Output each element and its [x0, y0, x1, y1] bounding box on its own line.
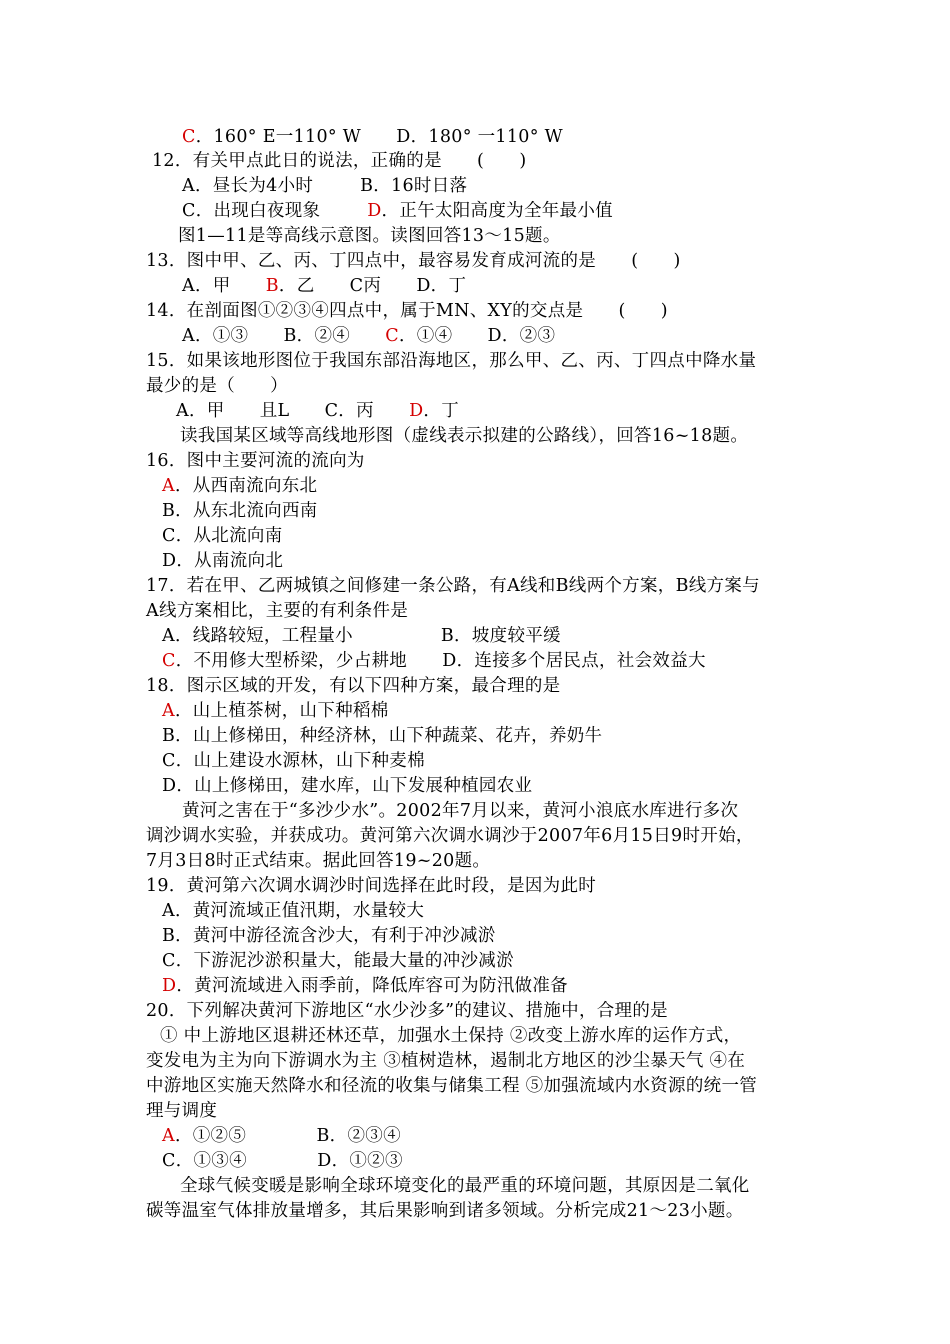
option-18-d: D．山上修梯田，建水库，山下发展种植园农业: [162, 776, 533, 796]
option-line-20-cd: C．①③④ D．①②③: [162, 1151, 403, 1171]
passage-yellow-river-cont: 调沙调水实验，并获成功。黄河第六次调水调沙于2007年6月15日9时开始，: [146, 826, 754, 846]
question-13: 13．图中甲、乙、丙、丁四点中，最容易发育成河流的是 ( ): [146, 251, 681, 271]
option-16-d: D．从南流向北: [162, 551, 284, 571]
question-14: 14．在剖面图①②③④四点中，属于MN、XY的交点是 ( ): [146, 301, 668, 321]
passage-climate-cont: 碳等温室气体排放量增多，其后果影响到诸多领域。分析完成21～23小题。: [146, 1201, 744, 1221]
question-15-cont: 最少的是（ ）: [146, 376, 288, 396]
answer-marker: A: [162, 1126, 175, 1146]
option-line-13: A．甲 B．乙 C丙 D．丁: [182, 276, 467, 296]
option-line-12-ab: A．昼长为4小时 B．16时日落: [182, 176, 468, 196]
question-19: 19．黄河第六次调水调沙时间选择在此时段，是因为此时: [146, 876, 597, 896]
option-line-17-ab: A．线路较短，工程量小 B．坡度较平缓: [162, 626, 561, 646]
option-line-17-cd: C．不用修大型桥梁，少占耕地 D．连接多个居民点，社会效益大: [162, 651, 706, 671]
option-16-a: A．从西南流向东北: [162, 476, 318, 496]
option-line-14: A．①③ B．②④ C．①④ D．②③: [182, 326, 556, 346]
answer-marker: C: [182, 127, 196, 147]
option-line-15: A．甲 且L C．丙 D．丁: [176, 401, 460, 421]
option-18-c: C．山上建设水源林，山下种麦棉: [162, 751, 425, 771]
answer-marker: D: [409, 401, 424, 421]
option-16-c: C．从北流向南: [162, 526, 283, 546]
question-17: 17．若在甲、乙两城镇之间修建一条公路，有A线和B线两个方案，B线方案与: [146, 576, 760, 596]
answer-marker: C: [385, 326, 399, 346]
question-12: 12．有关甲点此日的说法，正确的是 ( ): [152, 151, 527, 171]
option-18-a: A．山上植茶树，山下种稻棉: [162, 701, 389, 721]
passage-intro-13-15: 图1—11是等高线示意图。读图回答13～15题。: [178, 226, 561, 246]
question-20-measures-cont: 变发电为主为向下游调水为主 ③植树造林，遏制北方地区的沙尘暴天气 ④在: [146, 1051, 746, 1071]
option-19-a: A．黄河流域正值汛期，水量较大: [162, 901, 425, 921]
option-19-c: C．下游泥沙淤积量大，能最大量的冲沙减淤: [162, 951, 514, 971]
option-line-12-cd: C．出现白夜现象 D．正午太阳高度为全年最小值: [182, 201, 613, 221]
option-line-20-ab: A．①②⑤ B．②③④: [162, 1126, 401, 1146]
option-18-b: B．山上修梯田，种经济林，山下种蔬菜、花卉，养奶牛: [162, 726, 603, 746]
question-20: 20．下列解决黄河下游地区“水少沙多”的建议、措施中，合理的是: [146, 1001, 668, 1021]
question-17-cont: A线方案相比，主要的有利条件是: [146, 601, 409, 621]
option-16-b: B．从东北流向西南: [162, 501, 318, 521]
answer-marker: B: [265, 276, 279, 296]
passage-climate: 全球气候变暖是影响全球环境变化的最严重的环境问题，其原因是二氧化: [180, 1176, 750, 1196]
option-line-11-cd: C．160° E一110° W D．180° 一110° W: [182, 127, 563, 147]
passage-yellow-river: 黄河之害在于“多沙少水”。2002年7月以来，黄河小浪底水库进行多次: [182, 801, 739, 821]
option-19-b: B．黄河中游径流含沙大，有利于冲沙减淤: [162, 926, 496, 946]
question-20-measures-end: 理与调度: [146, 1101, 218, 1121]
answer-marker: A: [162, 476, 175, 496]
question-20-measures: ① 中上游地区退耕还林还草，加强水土保持 ②改变上游水库的运作方式，: [160, 1026, 742, 1046]
answer-marker: D: [162, 976, 177, 996]
option-19-d: D．黄河流域进入雨季前，降低库容可为防汛做准备: [162, 976, 568, 996]
answer-marker: A: [162, 701, 175, 721]
question-20-measures-cont2: 中游地区实施天然降水和径流的收集与储集工程 ⑤加强流域内水资源的统一管: [146, 1076, 758, 1096]
answer-marker: D: [367, 201, 382, 221]
question-16: 16．图中主要河流的流向为: [146, 451, 365, 471]
question-18: 18．图示区域的开发，有以下四种方案，最合理的是: [146, 676, 561, 696]
question-15: 15．如果该地形图位于我国东部沿海地区，那么甲、乙、丙、丁四点中降水量: [146, 351, 757, 371]
passage-intro-16-18: 读我国某区域等高线地形图（虚线表示拟建的公路线），回答16~18题。: [180, 426, 749, 446]
passage-yellow-river-end: 7月3日8时正式结束。据此回答19~20题。: [146, 851, 491, 871]
answer-marker: C: [162, 651, 176, 671]
